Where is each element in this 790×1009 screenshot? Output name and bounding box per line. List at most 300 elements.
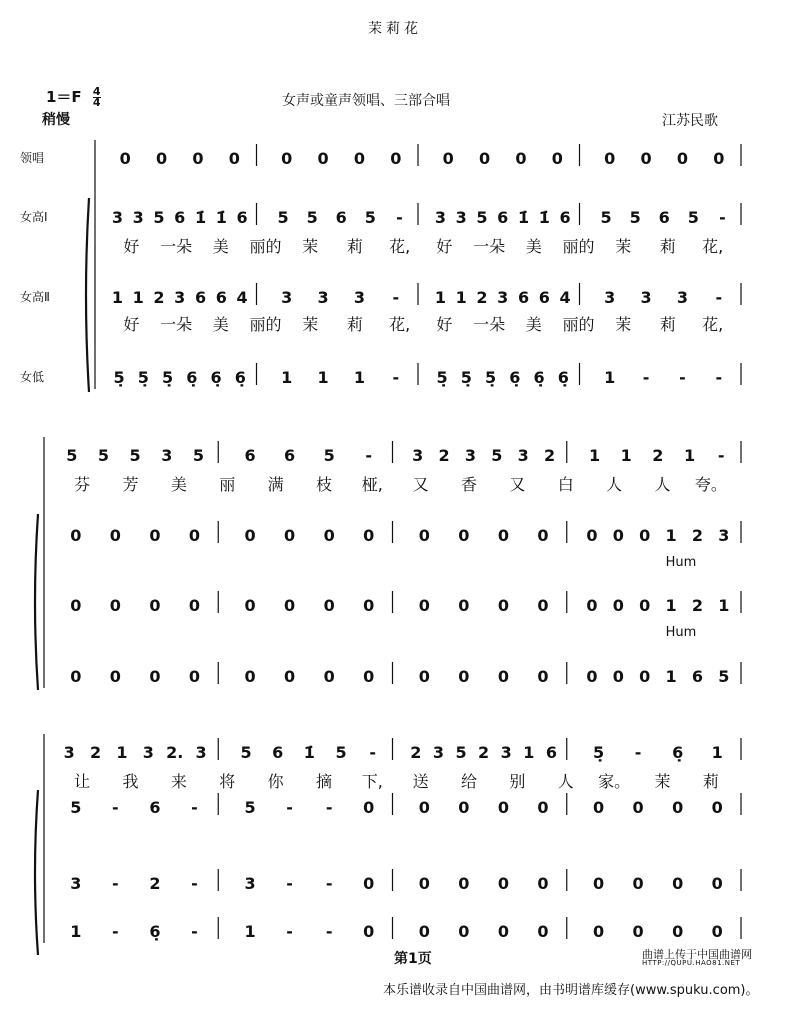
note-s3-p3-m4-n2: 0 (632, 874, 644, 893)
song-origin: 江苏民歌 (662, 113, 718, 129)
note-s3-p2-m2-n1: 5 (244, 798, 256, 817)
note-s1-p2-m4-n3: 6 (658, 208, 670, 227)
note-s2-p1-m4-n1: 1 (589, 446, 601, 465)
watermark-line1: 曲谱上传于中国曲谱网 (642, 948, 752, 961)
subtitle: 女声或童声领唱、三部合唱 (282, 93, 450, 109)
note-s1-p3-m1-n3: 2 (153, 288, 165, 307)
lyric-s1-p2-w7: 花, (389, 237, 411, 256)
lyric-s1-p3-w8: 好 (436, 315, 453, 334)
note-s2-p2-m1-n4: 0 (188, 526, 201, 545)
lyric-s1-p2-w13: 莉 (659, 237, 676, 256)
voice-name-3: 女高Ⅱ (20, 290, 50, 304)
note-s2-p2-m2-n3: 0 (323, 526, 335, 545)
note-s3-p1-m4-n2: - (634, 743, 642, 762)
note-s1-p1-m3-n1: 0 (442, 149, 454, 168)
note-s1-p3-m1-n1: 1 (111, 288, 123, 307)
lyric-s2-p1-w4: 丽 (219, 475, 236, 494)
note-s3-p3-m2-n1: 3 (244, 874, 256, 893)
note-s2-p2-m1-n1: 0 (70, 526, 82, 545)
note-s1-p4-m2-n1: 1 (281, 368, 293, 387)
note-s3-p2-m2-n4: 0 (363, 798, 375, 817)
note-s1-p4-m1-n6: 6̣ (234, 368, 246, 387)
note-s2-p2-m2-n1: 0 (244, 526, 256, 545)
note-s2-p1-m2-n3: 5 (323, 446, 335, 465)
lyric-s1-p2-w1: 好 (123, 237, 140, 256)
lyric-s3-p1-w13: 茉 (654, 772, 671, 791)
note-s3-p4-m1-n1: 1 (70, 922, 82, 941)
note-s2-p1-m1-n1: 5 (66, 446, 78, 465)
lyric-s3-p1-w4: 将 (219, 772, 236, 791)
note-s2-p1-m3-n2: 2 (438, 446, 450, 465)
note-s3-p2-m4-n4: 0 (711, 798, 723, 817)
note-s3-p4-m3-n1: 0 (418, 922, 430, 941)
note-s1-p4-m3-n1: 5̣ (436, 368, 448, 387)
lyric-s2-p1-w13: 人 (654, 475, 671, 494)
note-s3-p2-m4-n2: 0 (632, 798, 644, 817)
note-s3-p4-m1-n2: - (112, 922, 119, 941)
note-s1-p4-m1-n3: 5̣ (162, 368, 174, 387)
lyric-s3-p1-w8: 送 (412, 772, 429, 791)
note-s3-p4-m4-n3: 0 (672, 922, 684, 941)
note-s2-p4-m2-n3: 0 (323, 667, 335, 686)
note-s1-p3-m4-n3: 3 (676, 288, 689, 307)
note-s2-p2-m1-n2: 0 (109, 526, 121, 545)
note-s3-p1-m1-n3: 1 (116, 743, 128, 762)
note-s2-p4-m4-n5: 6 (691, 667, 704, 686)
note-s2-p3-m3-n4: 0 (537, 596, 549, 615)
note-s3-p4-m4-n2: 0 (632, 922, 644, 941)
lyric-s1-p3-w13: 莉 (659, 315, 676, 334)
note-s1-p2-m1-n7: 6 (236, 208, 248, 227)
note-s1-p2-m1-n4: 6 (174, 208, 186, 227)
note-s3-p2-m2-n3: - (325, 798, 333, 817)
note-s1-p2-m1-n1: 3 (111, 208, 123, 227)
key-text: 1＝F (46, 88, 82, 106)
lyric-s2-p1-w6: 枝 (315, 475, 332, 494)
note-s1-p2-m2-n5: - (396, 208, 403, 227)
note-s2-p2-m4-n2: 0 (612, 526, 624, 545)
lyric-s1-p3-w5: 茉 (302, 315, 319, 334)
lyric-s1-p2-w2: 一朵 (160, 237, 193, 256)
note-s3-p1-m3-n1: 2 (410, 743, 422, 762)
note-s1-p2-m4-n1: 5 (600, 208, 612, 227)
note-s3-p1-m1-n2: 2 (89, 743, 102, 762)
note-s2-p1-m1-n3: 5 (129, 446, 141, 465)
note-s2-p1-m4-n2: 1 (620, 446, 632, 465)
note-s3-p1-m3-n3: 5 (455, 743, 467, 762)
note-s1-p4-m1-n4: 6̣ (186, 368, 198, 387)
note-s1-p3-m1-n4: 3 (174, 288, 186, 307)
note-s1-p1-m2-n2: 0 (317, 149, 329, 168)
note-s2-p3-m2-n3: 0 (323, 596, 335, 615)
note-s2-p1-m2-n4: - (365, 446, 373, 465)
hum-lyric-s2-p2: Hum (665, 555, 697, 570)
note-s2-p1-m3-n6: 2 (543, 446, 556, 465)
note-s1-p2-m3-n4: 6 (497, 208, 509, 227)
note-s2-p3-m2-n4: 0 (363, 596, 375, 615)
note-s1-p3-m3-n6: 6 (538, 288, 550, 307)
lyric-s1-p3-w3: 美 (212, 315, 229, 334)
note-s3-p2-m3-n2: 0 (458, 798, 470, 817)
note-s2-p4-m4-n3: 0 (639, 667, 651, 686)
note-s1-p3-m2-n4: - (392, 288, 400, 307)
lyric-s2-p1-w3: 美 (170, 475, 187, 494)
lyric-s1-p3-w10: 美 (525, 315, 542, 334)
note-s2-p4-m4-n4: 1 (665, 667, 677, 686)
note-s1-p1-m4-n3: 0 (676, 149, 689, 168)
note-s2-p2-m4-n6: 3 (718, 526, 730, 545)
note-s2-p4-m2-n1: 0 (244, 667, 256, 686)
note-s2-p2-m3-n3: 0 (497, 526, 509, 545)
note-s1-p2-m1-n2: 3 (132, 208, 144, 227)
song-title: 茉莉花 (368, 21, 422, 37)
lyric-s1-p2-w9: 一朵 (473, 237, 506, 256)
note-s2-p4-m1-n2: 0 (109, 667, 121, 686)
note-s3-p1-m4-n4: 1 (711, 743, 723, 762)
lyric-s3-p1-w5: 你 (267, 772, 284, 791)
note-s3-p3-m1-n2: - (112, 874, 119, 893)
time-bottom: 4 (92, 96, 101, 109)
note-s1-p1-m3-n4: 0 (551, 149, 563, 168)
voice-name-1: 领唱 (20, 151, 45, 165)
note-s2-p2-m3-n4: 0 (537, 526, 549, 545)
system-1-brace (86, 198, 89, 392)
note-s1-p3-m1-n6: 6 (215, 288, 227, 307)
note-s1-p3-m4-n2: 3 (640, 288, 652, 307)
voice-name-4: 女低 (20, 370, 45, 384)
note-s2-p4-m1-n3: 0 (149, 667, 161, 686)
note-s1-p3-m4-n1: 3 (604, 288, 616, 307)
lyric-s3-p1-w14: 莉 (702, 772, 719, 791)
note-s1-p2-m3-n6: 1̇ (538, 208, 550, 227)
note-s3-p3-m3-n4: 0 (537, 874, 549, 893)
note-s2-p3-m4-n3: 0 (639, 596, 651, 615)
note-s3-p4-m1-n4: - (191, 922, 198, 941)
note-s1-p4-m3-n2: 5̣ (460, 368, 472, 387)
note-s3-p3-m1-n3: 2 (149, 874, 161, 893)
note-s2-p1-m3-n3: 3 (464, 446, 477, 465)
note-s2-p2-m4-n5: 2 (691, 526, 704, 545)
note-s3-p3-m3-n2: 0 (458, 874, 470, 893)
lyric-s2-p1-w7: 桠, (361, 475, 383, 494)
lyric-s3-p1-w2: 我 (122, 772, 139, 791)
note-s1-p4-m1-n5: 6̣ (210, 368, 222, 387)
note-s2-p4-m4-n6: 5 (718, 667, 730, 686)
note-s3-p4-m2-n1: 1 (244, 922, 256, 941)
note-s1-p1-m4-n4: 0 (713, 149, 725, 168)
footer-note: 本乐谱收录自中国曲谱网，由书明谱库缓存(www.spuku.com)。 (383, 983, 759, 998)
note-s3-p1-m1-n6: 3 (195, 743, 207, 762)
note-s3-p2-m3-n3: 0 (497, 798, 509, 817)
note-s1-p1-m1-n3: 0 (192, 149, 204, 168)
note-s3-p4-m2-n2: - (286, 922, 293, 941)
lyric-s1-p3-w6: 莉 (346, 315, 363, 334)
note-s1-p2-m2-n4: 5 (364, 208, 376, 227)
note-s3-p1-m2-n4: 5 (335, 743, 347, 762)
note-s2-p4-m3-n3: 0 (497, 667, 509, 686)
note-s1-p3-m3-n7: 4 (559, 288, 571, 307)
note-s3-p1-m2-n1: 5 (240, 743, 252, 762)
note-s1-p2-m4-n5: - (719, 208, 726, 227)
note-s2-p4-m3-n4: 0 (537, 667, 549, 686)
note-s2-p4-m1-n4: 0 (188, 667, 201, 686)
note-s2-p1-m2-n1: 6 (244, 446, 256, 465)
note-s2-p2-m4-n3: 0 (639, 526, 651, 545)
note-s2-p1-m4-n3: 2 (652, 446, 664, 465)
note-s2-p1-m1-n4: 3 (161, 446, 173, 465)
note-s3-p3-m4-n1: 0 (592, 874, 605, 893)
note-s3-p2-m1-n3: 6 (149, 798, 161, 817)
lyric-s1-p3-w14: 花, (702, 315, 724, 334)
note-s1-p4-m1-n1: 5̣ (113, 368, 125, 387)
voice-name-2: 女高Ⅰ (20, 210, 48, 224)
note-s1-p3-m2-n2: 3 (317, 288, 329, 307)
note-s1-p1-m4-n2: 0 (640, 149, 652, 168)
note-s3-p1-m3-n6: 1 (523, 743, 535, 762)
note-s2-p3-m2-n2: 0 (284, 596, 296, 615)
note-s3-p2-m1-n1: 5 (70, 798, 82, 817)
note-s2-p3-m1-n3: 0 (149, 596, 161, 615)
note-s2-p3-m1-n2: 0 (109, 596, 121, 615)
note-s1-p1-m1-n1: 0 (119, 149, 131, 168)
note-s3-p2-m1-n4: - (191, 798, 198, 817)
note-s3-p3-m4-n4: 0 (711, 874, 723, 893)
lyric-s1-p3-w2: 一朵 (160, 315, 193, 334)
note-s2-p4-m4-n2: 0 (612, 667, 624, 686)
note-s3-p2-m4-n1: 0 (592, 798, 605, 817)
note-s1-p2-m1-n3: 5 (153, 208, 165, 227)
note-s2-p1-m4-n4: 1 (683, 446, 696, 465)
system-3-brace (35, 790, 38, 955)
note-s3-p3-m2-n4: 0 (363, 874, 375, 893)
note-s1-p4-m4-n3: - (679, 368, 686, 387)
note-s1-p2-m3-n3: 5 (476, 208, 488, 227)
note-s1-p2-m1-n5: 1̇ (194, 208, 207, 227)
lyric-s2-p1-w11: 白 (557, 475, 574, 494)
note-s2-p2-m4-n1: 0 (586, 526, 598, 545)
note-s1-p4-m4-n4: - (715, 368, 723, 387)
note-s1-p2-m2-n2: 5 (306, 208, 318, 227)
note-s3-p3-m1-n4: - (191, 874, 198, 893)
note-s1-p3-m3-n4: 3 (497, 288, 509, 307)
note-s1-p2-m3-n7: 6 (559, 208, 571, 227)
note-s3-p4-m4-n1: 0 (592, 922, 605, 941)
note-s2-p3-m4-n4: 1 (665, 596, 677, 615)
note-s1-p3-m3-n3: 2 (476, 288, 488, 307)
lyric-s1-p2-w12: 茉 (615, 237, 632, 256)
note-s1-p2-m4-n4: 5 (687, 208, 699, 227)
note-s1-p1-m1-n4: 0 (228, 149, 240, 168)
note-s3-p1-m3-n4: 2 (478, 743, 490, 762)
lyric-s3-p1-w3: 来 (170, 772, 187, 791)
note-s2-p3-m3-n2: 0 (458, 596, 470, 615)
note-s3-p1-m2-n5: - (369, 743, 376, 762)
note-s3-p1-m2-n3: 1̇ (303, 743, 315, 762)
lyric-s3-p1-w9: 给 (461, 772, 478, 791)
note-s3-p2-m3-n1: 0 (418, 798, 430, 817)
note-s2-p3-m4-n6: 1 (718, 596, 730, 615)
note-s3-p4-m3-n3: 0 (497, 922, 509, 941)
note-s3-p2-m2-n2: - (286, 798, 293, 817)
note-s1-p2-m4-n2: 5 (629, 208, 641, 227)
lyric-s2-p1-w14: 夸。 (694, 475, 727, 494)
note-s2-p3-m4-n1: 0 (586, 596, 598, 615)
note-s1-p1-m3-n2: 0 (478, 149, 491, 168)
hum-lyric-s2-p3: Hum (665, 625, 697, 640)
note-s2-p4-m1-n1: 0 (70, 667, 82, 686)
lyric-s3-p1-w11: 人 (557, 772, 574, 791)
note-s1-p4-m3-n5: 6̣ (533, 368, 545, 387)
note-s3-p1-m1-n4: 3 (142, 743, 154, 762)
lyric-s1-p2-w3: 美 (212, 237, 229, 256)
note-s2-p4-m3-n2: 0 (458, 667, 470, 686)
note-s2-p4-m4-n1: 0 (586, 667, 598, 686)
watermark-line2: HTTP://QUPU.HAO81.NET (642, 959, 741, 967)
lyric-s3-p1-w12: 家。 (598, 772, 631, 791)
note-s3-p2-m1-n2: - (112, 798, 119, 817)
note-s2-p3-m4-n5: 2 (691, 596, 704, 615)
note-s1-p3-m2-n3: 3 (353, 288, 366, 307)
note-s2-p2-m1-n3: 0 (149, 526, 161, 545)
note-s3-p2-m3-n4: 0 (537, 798, 549, 817)
note-s1-p3-m1-n5: 6 (194, 288, 207, 307)
note-s1-p1-m2-n4: 0 (390, 149, 402, 168)
note-s2-p1-m1-n5: 5 (192, 446, 204, 465)
page-number: 第1页 (394, 951, 432, 967)
note-s1-p3-m3-n5: 6 (517, 288, 530, 307)
note-s1-p3-m1-n7: 4 (236, 288, 248, 307)
note-s2-p3-m3-n1: 0 (418, 596, 430, 615)
system-2-brace (35, 514, 38, 690)
lyric-s1-p2-w8: 好 (436, 237, 453, 256)
lyric-s1-p3-w11: 丽的 (562, 315, 595, 334)
note-s1-p4-m2-n4: - (392, 368, 400, 387)
note-s3-p1-m4-n1: 5̣ (592, 743, 605, 762)
note-s3-p1-m3-n5: 3 (500, 743, 512, 762)
note-s3-p1-m3-n2: 3 (432, 743, 444, 762)
note-s1-p3-m3-n2: 1 (455, 288, 467, 307)
lyric-s1-p2-w5: 茉 (302, 237, 319, 256)
lyric-s1-p3-w7: 花, (389, 315, 411, 334)
lyric-s1-p3-w4: 丽的 (249, 315, 282, 334)
note-s3-p3-m4-n3: 0 (672, 874, 684, 893)
note-s3-p2-m4-n3: 0 (672, 798, 684, 817)
note-s1-p1-m3-n3: 0 (515, 149, 527, 168)
note-s3-p1-m1-n5: 2. (166, 743, 184, 762)
lyric-s2-p1-w8: 又 (412, 475, 429, 494)
note-s3-p4-m3-n4: 0 (537, 922, 549, 941)
note-s2-p4-m2-n2: 0 (284, 667, 296, 686)
note-s1-p4-m4-n1: 1 (604, 368, 616, 387)
lyric-s1-p2-w6: 莉 (346, 237, 363, 256)
note-s2-p3-m3-n3: 0 (497, 596, 509, 615)
note-s3-p4-m4-n4: 0 (711, 922, 723, 941)
note-s3-p4-m3-n2: 0 (458, 922, 470, 941)
note-s1-p2-m2-n1: 5 (277, 208, 289, 227)
note-s2-p2-m4-n4: 1 (665, 526, 677, 545)
note-s1-p1-m2-n1: 0 (281, 149, 293, 168)
note-s1-p4-m3-n3: 5̣ (485, 368, 497, 387)
lyric-s2-p1-w10: 又 (509, 475, 526, 494)
note-s1-p1-m2-n3: 0 (353, 149, 366, 168)
note-s3-p3-m2-n3: - (325, 874, 333, 893)
note-s1-p2-m3-n2: 3 (455, 208, 467, 227)
note-s1-p4-m2-n3: 1 (353, 368, 366, 387)
note-s2-p2-m2-n2: 0 (284, 526, 296, 545)
note-s1-p2-m1-n6: 1̇ (215, 208, 227, 227)
tempo-marking: 稍慢 (42, 112, 70, 128)
note-s1-p4-m4-n2: - (642, 368, 650, 387)
note-s2-p3-m1-n1: 0 (70, 596, 82, 615)
note-s1-p2-m3-n1: 3 (434, 208, 446, 227)
note-s2-p2-m2-n4: 0 (363, 526, 375, 545)
note-s2-p4-m3-n1: 0 (418, 667, 430, 686)
note-s3-p4-m2-n3: - (325, 922, 333, 941)
note-s1-p3-m4-n4: - (715, 288, 723, 307)
lyric-s1-p3-w9: 一朵 (473, 315, 506, 334)
note-s2-p4-m2-n4: 0 (363, 667, 375, 686)
note-s2-p1-m3-n5: 3 (517, 446, 529, 465)
note-s3-p1-m2-n2: 6 (272, 743, 284, 762)
note-s3-p4-m1-n3: 6̣ (149, 922, 161, 941)
lyric-s1-p2-w11: 丽的 (562, 237, 595, 256)
lyric-s3-p1-w7: 下, (361, 772, 383, 791)
note-s2-p1-m3-n4: 5 (491, 446, 503, 465)
lyric-s1-p2-w14: 花, (702, 237, 724, 256)
note-s1-p3-m1-n2: 1 (132, 288, 144, 307)
note-s2-p1-m3-n1: 3 (412, 446, 424, 465)
note-s2-p1-m1-n2: 5 (97, 446, 110, 465)
note-s3-p1-m1-n1: 3 (63, 743, 75, 762)
time-top: 4 (92, 85, 101, 98)
note-s1-p1-m4-n1: 0 (604, 149, 616, 168)
note-s3-p3-m2-n2: - (286, 874, 293, 893)
note-s2-p2-m3-n1: 0 (418, 526, 430, 545)
note-s1-p2-m2-n3: 6 (335, 208, 347, 227)
note-s2-p1-m2-n2: 6 (284, 446, 296, 465)
lyric-s3-p1-w6: 摘 (315, 772, 332, 791)
note-s1-p2-m3-n5: 1̇ (517, 208, 530, 227)
note-s2-p3-m2-n1: 0 (244, 596, 256, 615)
note-s2-p2-m3-n2: 0 (458, 526, 470, 545)
note-s2-p3-m1-n4: 0 (188, 596, 201, 615)
lyric-s1-p2-w4: 丽的 (249, 237, 282, 256)
note-s3-p3-m1-n1: 3 (70, 874, 82, 893)
note-s3-p3-m3-n1: 0 (418, 874, 430, 893)
note-s3-p1-m3-n7: 6 (545, 743, 558, 762)
lyric-s2-p1-w1: 芬 (74, 475, 91, 494)
note-s3-p1-m4-n3: 6̣ (672, 743, 684, 762)
note-s1-p4-m1-n2: 5̣ (137, 368, 149, 387)
lyric-s1-p3-w12: 茉 (615, 315, 632, 334)
note-s1-p4-m2-n2: 1 (317, 368, 329, 387)
note-s1-p4-m3-n6: 6̣ (557, 368, 569, 387)
lyric-s1-p2-w10: 美 (525, 237, 542, 256)
note-s2-p3-m4-n2: 0 (612, 596, 624, 615)
lyric-s1-p3-w1: 好 (123, 315, 140, 334)
note-s3-p3-m3-n3: 0 (497, 874, 509, 893)
note-s1-p3-m2-n1: 3 (281, 288, 293, 307)
note-s1-p4-m3-n4: 6̣ (509, 368, 521, 387)
note-s1-p3-m3-n1: 1 (434, 288, 446, 307)
lyric-s3-p1-w1: 让 (74, 772, 91, 791)
lyric-s2-p1-w5: 满 (267, 475, 284, 494)
lyric-s2-p1-w12: 人 (606, 475, 623, 494)
note-s1-p1-m1-n2: 0 (155, 149, 168, 168)
lyric-s2-p1-w9: 香 (461, 475, 478, 494)
note-s2-p1-m4-n5: - (717, 446, 725, 465)
note-s3-p4-m2-n4: 0 (363, 922, 375, 941)
